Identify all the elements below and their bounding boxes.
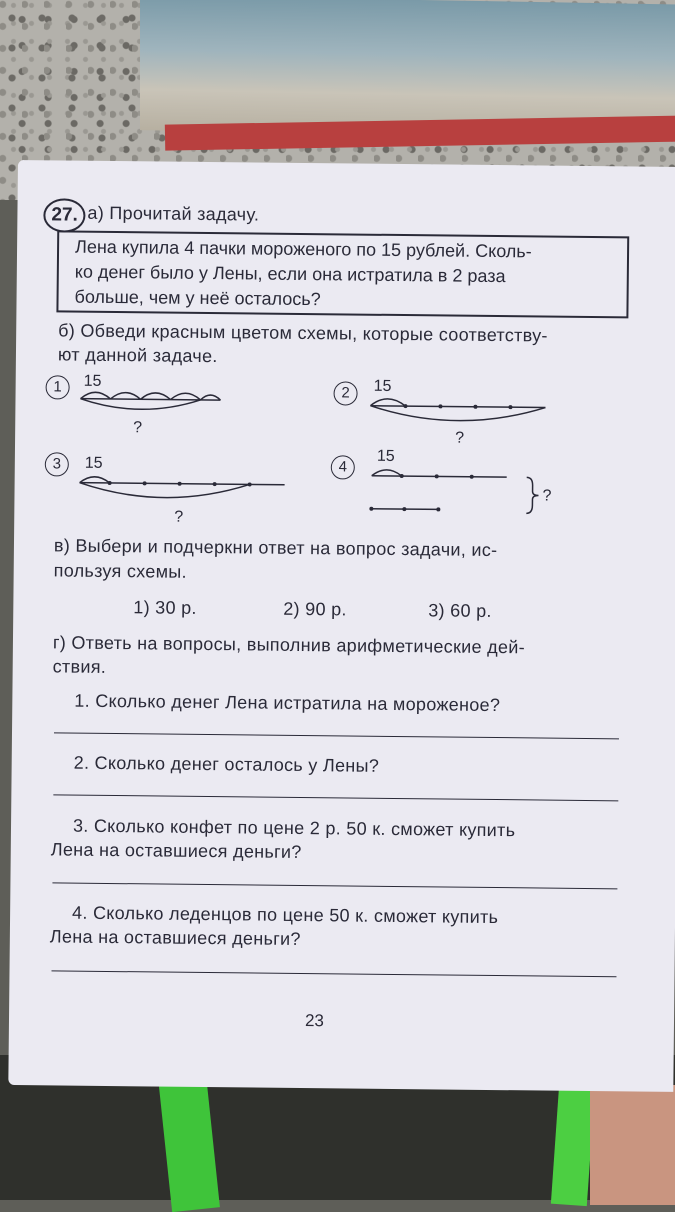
answer-option[interactable]: 1) 30 р. <box>133 597 197 618</box>
scheme-3-top-label: 15 <box>84 454 103 472</box>
part-b-line: б) Обведи красным цветом схемы, которые соответству- <box>58 320 548 346</box>
scheme-4-bottom-label: ? <box>542 487 552 505</box>
answer-line[interactable] <box>52 970 617 977</box>
scheme-3-bottom-label: ? <box>174 508 184 526</box>
scheme-1-bottom-label: ? <box>133 419 143 437</box>
part-b-line: ют данной задаче. <box>57 344 218 367</box>
part-v-line: пользуя схемы. <box>53 560 187 582</box>
scheme-3-diagram <box>74 451 295 528</box>
page-number: 23 <box>304 1011 325 1031</box>
answer-option[interactable]: 3) 60 р. <box>428 600 492 621</box>
question-1: 1. Сколько денег Лена истратила на мороженое? <box>74 690 501 716</box>
scheme-1-number: 1 <box>45 375 69 399</box>
problem-line: больше, чем у неё осталось? <box>74 286 321 310</box>
workbook-page <box>8 160 675 1092</box>
problem-line: Лена купила 4 пачки мороженого по 15 рублей. Сколь- <box>74 236 532 262</box>
scheme-3-number: 3 <box>45 452 69 476</box>
question-4: 4. Сколько леденцов по цене 50 к. сможет купить <box>72 902 499 928</box>
scheme-4-number: 4 <box>331 455 355 479</box>
part-g-line: г) Ответь на вопросы, выполнив арифметические дей- <box>52 632 526 658</box>
part-a-heading: а) Прочитай задачу. <box>87 202 260 225</box>
scheme-2-diagram <box>365 374 566 448</box>
part-v-line: в) Выбери и подчеркни ответ на вопрос задачи, ис- <box>53 535 498 561</box>
question-3: 3. Сколько конфет по цене 2 р. 50 к. сможет купить <box>72 815 516 841</box>
scheme-2-bottom-label: ? <box>455 429 465 447</box>
scheme-4-top-label: 15 <box>376 447 395 465</box>
scheme-1-diagram <box>75 369 236 441</box>
problem-line: ко денег было у Лены, если она истратила в 2 раза <box>74 261 506 287</box>
hand <box>590 1085 675 1205</box>
scheme-1-top-label: 15 <box>83 372 102 390</box>
problem-box <box>56 230 629 318</box>
answer-line[interactable] <box>54 732 619 739</box>
task-number: 27. <box>43 198 86 232</box>
scheme-2-number: 2 <box>333 381 357 405</box>
answer-option[interactable]: 2) 90 р. <box>283 598 347 620</box>
scheme-4-diagram <box>366 444 567 521</box>
question-3-continued: Лена на оставшиеся деньги? <box>50 839 302 863</box>
scheme-2-top-label: 15 <box>373 377 392 395</box>
question-4-continued: Лена на оставшиеся деньги? <box>49 926 301 950</box>
part-g-line: ствия. <box>52 656 107 677</box>
question-2: 2. Сколько денег осталось у Лены? <box>73 752 380 776</box>
answer-line[interactable] <box>52 882 617 889</box>
answer-line[interactable] <box>53 794 618 801</box>
